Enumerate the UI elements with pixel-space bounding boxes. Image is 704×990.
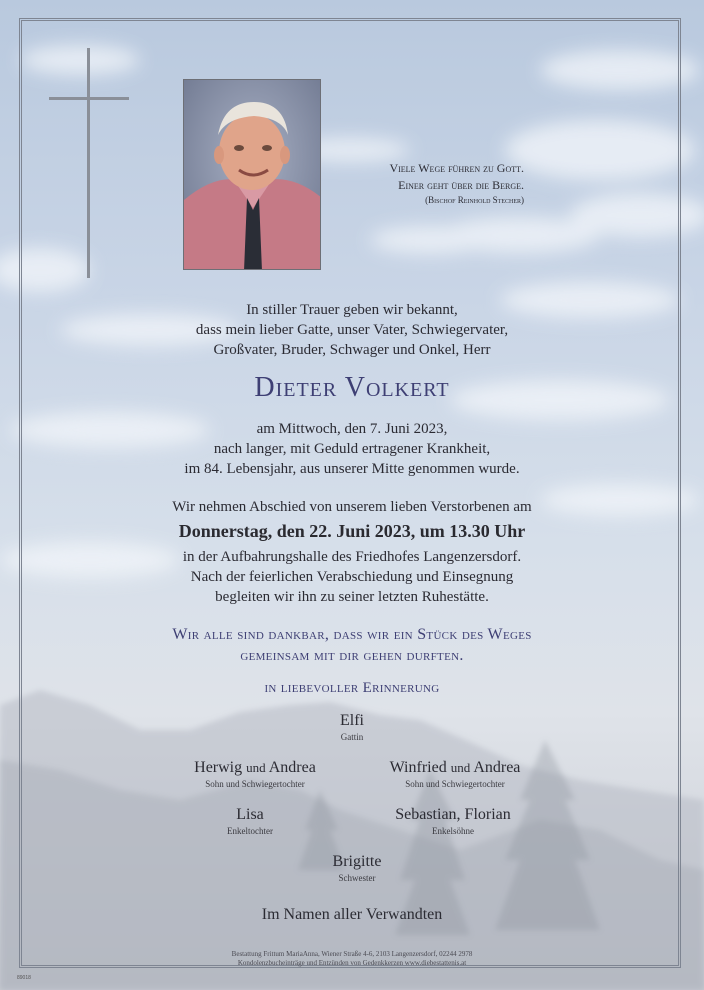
- mourner-name-1: Winfried: [389, 759, 447, 776]
- intro-line-2: dass mein lieber Gatte, unser Vater, Schwiegervater,: [195, 322, 509, 338]
- thanks-line-1: Wir alle sind dankbar, dass wir ein Stück des Weges: [172, 626, 532, 643]
- intro-line-1: In stiller Trauer geben wir bekannt,: [246, 302, 458, 318]
- mourner-name: Brigitte: [332, 853, 382, 870]
- mourner-name-2: Andrea: [473, 759, 521, 776]
- mourner-name: Sebastian, Florian: [395, 806, 511, 823]
- quote-block: [340, 160, 524, 207]
- ceremony-place: [0, 547, 704, 607]
- mourner-lisa: [170, 805, 330, 838]
- quote-line-2: Einer geht über die Berge.: [398, 178, 524, 192]
- undertaker-footer: [0, 950, 704, 968]
- mourner-and: und: [450, 760, 471, 775]
- place-line-3: begleiten wir ihn zu seiner letzten Ruhestätte.: [215, 589, 489, 605]
- death-line-1: am Mittwoch, den 7. Juni 2023,: [256, 421, 448, 437]
- cross-icon-vertical: [87, 48, 90, 278]
- intro-line-3: Großvater, Bruder, Schwager und Onkel, Herr: [213, 342, 491, 358]
- mourner-role: Enkelsöhne: [432, 826, 474, 836]
- thanks-verse: [0, 624, 704, 666]
- portrait-photo: [183, 79, 321, 270]
- mourner-winfried-andrea: [355, 758, 555, 791]
- deceased-name: Dieter Volkert: [254, 372, 450, 403]
- mourner-elfi: [302, 711, 402, 744]
- mourner-herwig-andrea: [155, 758, 355, 791]
- death-line-2: nach langer, mit Geduld ertragener Krankheit,: [213, 441, 491, 457]
- print-code: 89018: [17, 975, 31, 981]
- ceremony-date: Donnerstag, den 22. Juni 2023, um 13.30 Uhr: [178, 521, 526, 541]
- memory-heading: in liebevoller Erinnerung: [264, 680, 440, 696]
- closing-line: Im Namen aller Verwandten: [261, 906, 443, 923]
- footer-line-2: Kondolenzbucheinträge und Entzünden von Gedenkkerzen www.diebestattenis.at: [237, 959, 467, 967]
- portrait-image: [184, 80, 321, 270]
- mourner-name: Lisa: [236, 806, 264, 823]
- thanks-line-2: gemeinsam mit dir gehen durften.: [240, 647, 464, 664]
- death-line-3: im 84. Lebensjahr, aus unserer Mitte genommen wurde.: [184, 461, 520, 477]
- mourner-name: Elfi: [340, 712, 364, 729]
- cross-icon-horizontal: [49, 97, 129, 100]
- farewell-text: Wir nehmen Abschied von unserem lieben Verstorbenen am: [172, 499, 532, 515]
- footer-line-1: Bestattung Frittum MariaAnna, Wiener Straße 4-6, 2103 Langenzersdorf, 02244 2978: [231, 950, 473, 958]
- place-line-2: Nach der feierlichen Verabschiedung und Einsegnung: [190, 569, 514, 585]
- mourner-role: Sohn und Schwiegertochter: [405, 779, 505, 789]
- mourner-name-1: Herwig: [194, 759, 243, 776]
- quote-source: (Bischof Reinhold Stecher): [425, 195, 524, 205]
- mourner-role: Enkeltochter: [227, 826, 273, 836]
- mourner-sebastian-florian: [373, 805, 533, 838]
- mourner-role: Gattin: [340, 732, 364, 742]
- mourner-brigitte: [302, 852, 412, 885]
- mourner-and: und: [246, 760, 266, 775]
- death-details: [0, 419, 704, 479]
- mourner-name-2: Andrea: [268, 759, 316, 776]
- mourner-role: Sohn und Schwiegertochter: [205, 779, 305, 789]
- announcement-intro: [0, 300, 704, 360]
- mourner-role: Schwester: [338, 873, 376, 883]
- place-line-1: in der Aufbahrungshalle des Friedhofes Langenzersdorf.: [182, 549, 522, 565]
- quote-line-1: Viele Wege führen zu Gott.: [389, 161, 524, 175]
